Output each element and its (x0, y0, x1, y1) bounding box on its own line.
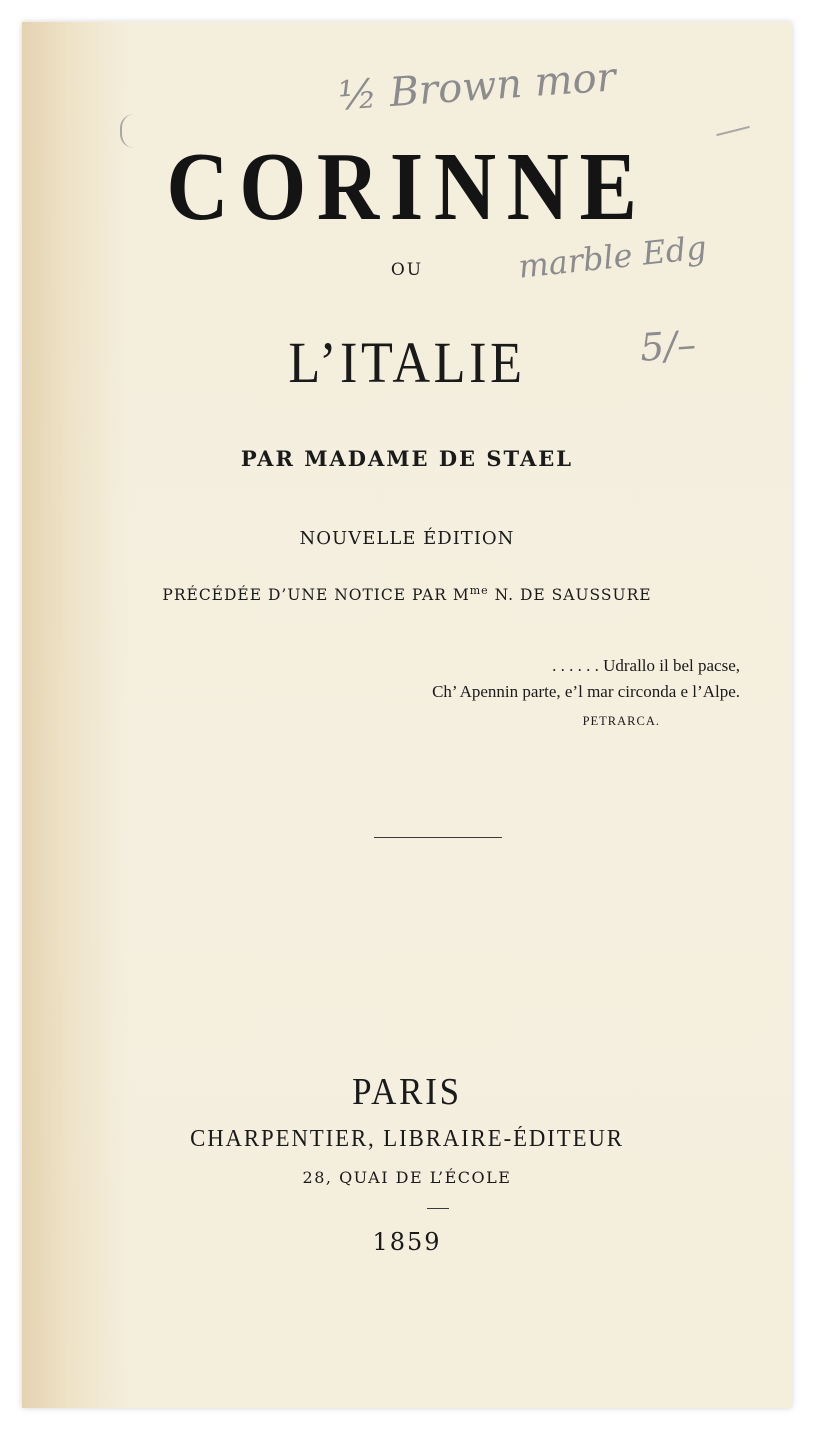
title-conjunction: OU (390, 260, 424, 280)
notice-line (22, 584, 792, 604)
imprint-city: PARIS (352, 1071, 462, 1113)
notice-prefix: PRÉCÉDÉE D’UNE NOTICE PAR M (162, 586, 470, 605)
pencil-note-edges: marble Edg (516, 228, 709, 286)
pencil-note-binding: ½ Brown mor (336, 54, 618, 120)
pencil-note-price: 5/– (638, 322, 698, 370)
notice-superscript: me (469, 584, 489, 597)
divider-rule (374, 837, 502, 838)
notice-suffix: N. DE SAUSSURE (488, 586, 652, 605)
epigraph-line-1: . . . . . . Udrallo il bel pacse, (552, 656, 740, 675)
pencil-dash-mark (716, 126, 749, 136)
title-page (22, 22, 792, 1408)
edition-line: NOUVELLE ÉDITION (299, 528, 515, 549)
book-subtitle: L’ITALIE (288, 330, 526, 395)
epigraph-line-2: Ch’ Apennin parte, e’l mar circonda e l’Alpe. (432, 682, 740, 701)
imprint-year: 1859 (372, 1228, 442, 1256)
imprint-publisher: CHARPENTIER, LIBRAIRE-ÉDITEUR (190, 1126, 624, 1152)
short-divider (427, 1208, 449, 1209)
imprint-address: 28, QUAI DE L’ÉCOLE (302, 1168, 512, 1187)
author-line: PAR MADAME DE STAEL (240, 446, 574, 471)
book-title: CORINNE (166, 133, 648, 241)
epigraph-attribution: PETRARCA. (582, 714, 660, 728)
